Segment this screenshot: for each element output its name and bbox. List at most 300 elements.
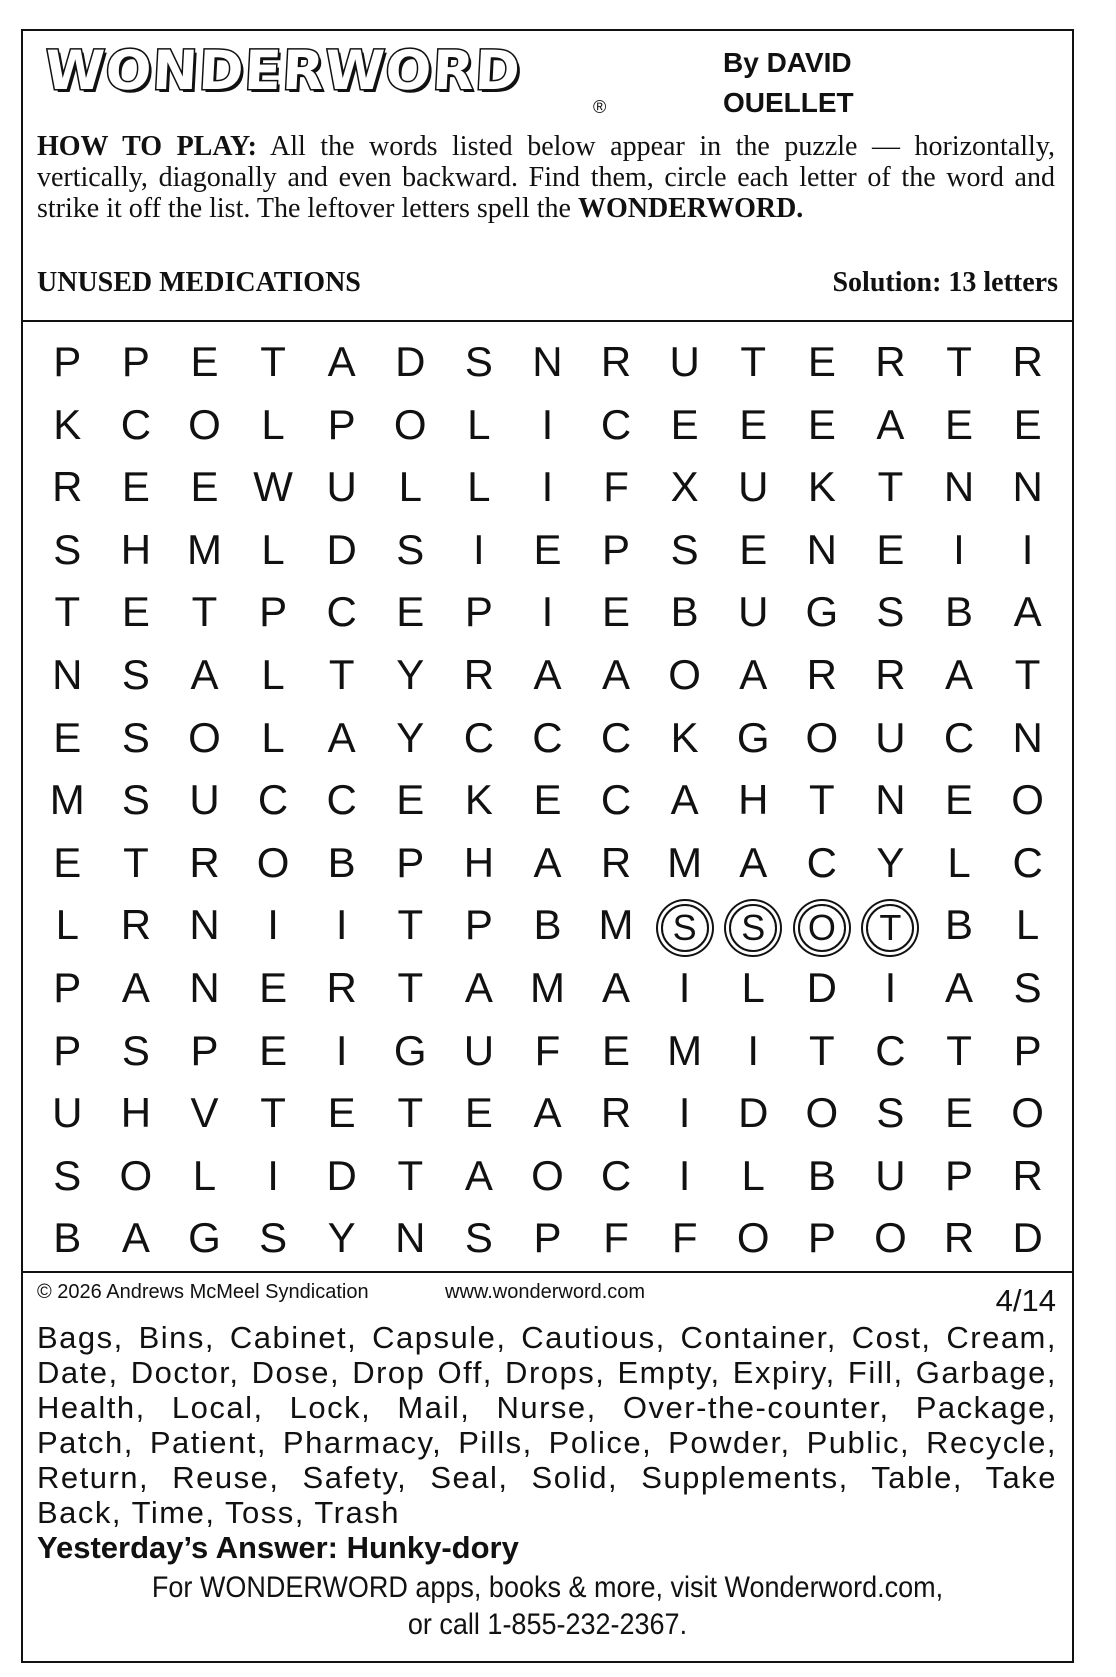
grid-letter: O bbox=[805, 713, 839, 761]
grid-cell[interactable] bbox=[993, 394, 1062, 457]
grid-cell[interactable] bbox=[239, 1207, 308, 1270]
grid-cell[interactable] bbox=[307, 1082, 376, 1145]
grid-cell[interactable] bbox=[719, 581, 788, 644]
grid-cell[interactable] bbox=[650, 832, 719, 895]
grid-cell[interactable] bbox=[788, 1082, 857, 1145]
grid-cell[interactable] bbox=[376, 581, 445, 644]
grid-cell[interactable] bbox=[925, 394, 994, 457]
grid-letter: P bbox=[53, 338, 82, 385]
grid-cell[interactable] bbox=[719, 769, 788, 832]
grid-cell[interactable] bbox=[719, 331, 788, 394]
grid-cell[interactable] bbox=[856, 832, 925, 895]
grid-cell[interactable] bbox=[925, 644, 994, 707]
grid-cell[interactable] bbox=[102, 456, 171, 519]
grid-letter: G bbox=[736, 713, 770, 761]
grid-cell[interactable] bbox=[513, 957, 582, 1020]
grid-cell[interactable] bbox=[239, 519, 308, 582]
grid-cell[interactable] bbox=[307, 456, 376, 519]
grid-cell[interactable] bbox=[33, 1082, 102, 1145]
grid-cell[interactable] bbox=[925, 1207, 994, 1270]
grid-letter: V bbox=[190, 1089, 219, 1137]
grid-cell[interactable] bbox=[33, 957, 102, 1020]
grid-cell[interactable] bbox=[102, 519, 171, 582]
grid-cell[interactable] bbox=[788, 832, 857, 895]
grid-cell[interactable] bbox=[513, 1020, 582, 1083]
grid-letter: L bbox=[1015, 901, 1040, 949]
grid-cell[interactable] bbox=[788, 1020, 857, 1083]
grid-cell[interactable] bbox=[239, 456, 308, 519]
grid-cell[interactable] bbox=[993, 957, 1062, 1020]
grid-cell[interactable] bbox=[582, 769, 651, 832]
grid-letter: O bbox=[798, 904, 846, 952]
grid-cell[interactable] bbox=[788, 644, 857, 707]
grid-cell[interactable] bbox=[445, 957, 514, 1020]
grid-cell[interactable] bbox=[582, 456, 651, 519]
grid-cell[interactable] bbox=[513, 1145, 582, 1208]
grid-cell[interactable] bbox=[445, 707, 514, 770]
grid-letter: S bbox=[53, 1151, 82, 1199]
grid-cell[interactable] bbox=[582, 1207, 651, 1270]
grid-cell[interactable] bbox=[376, 707, 445, 770]
grid-cell[interactable] bbox=[445, 832, 514, 895]
grid-letter: K bbox=[670, 713, 699, 761]
grid-letter: N bbox=[875, 776, 906, 824]
grid-cell[interactable] bbox=[788, 707, 857, 770]
grid-cell[interactable] bbox=[102, 331, 171, 394]
grid-cell[interactable] bbox=[582, 707, 651, 770]
grid-letter: R bbox=[1012, 1151, 1043, 1199]
grid-letter: M bbox=[667, 838, 703, 886]
grid-cell[interactable] bbox=[856, 394, 925, 457]
grid-letter: T bbox=[123, 838, 149, 886]
grid-cell[interactable] bbox=[239, 394, 308, 457]
grid-cell[interactable] bbox=[170, 581, 239, 644]
grid-cell[interactable] bbox=[582, 832, 651, 895]
grid-cell[interactable] bbox=[993, 894, 1062, 957]
grid-cell[interactable] bbox=[993, 519, 1062, 582]
grid-cell[interactable] bbox=[102, 707, 171, 770]
grid-cell[interactable] bbox=[445, 769, 514, 832]
grid-cell[interactable] bbox=[445, 1020, 514, 1083]
grid-cell[interactable] bbox=[239, 1145, 308, 1208]
grid-cell[interactable] bbox=[376, 1020, 445, 1083]
grid-cell[interactable] bbox=[650, 519, 719, 582]
grid-letter: D bbox=[326, 1151, 357, 1199]
grid-letter: C bbox=[532, 713, 563, 761]
grid-cell[interactable] bbox=[993, 581, 1062, 644]
grid-cell[interactable] bbox=[33, 331, 102, 394]
grid-cell[interactable] bbox=[239, 957, 308, 1020]
grid-cell[interactable] bbox=[307, 707, 376, 770]
grid-cell[interactable] bbox=[376, 832, 445, 895]
grid-cell[interactable] bbox=[925, 1145, 994, 1208]
grid-letter: U bbox=[326, 463, 357, 511]
grid-cell[interactable] bbox=[719, 394, 788, 457]
grid-cell[interactable] bbox=[650, 957, 719, 1020]
grid-cell[interactable] bbox=[376, 1145, 445, 1208]
grid-cell[interactable] bbox=[650, 769, 719, 832]
grid-letter: E bbox=[259, 1026, 288, 1074]
grid-cell[interactable] bbox=[33, 1020, 102, 1083]
grid-cell-circled[interactable] bbox=[856, 894, 925, 957]
grid-cell[interactable] bbox=[856, 1020, 925, 1083]
grid-cell[interactable] bbox=[307, 1145, 376, 1208]
grid-cell[interactable] bbox=[445, 894, 514, 957]
grid-cell[interactable] bbox=[376, 957, 445, 1020]
grid-cell[interactable] bbox=[513, 331, 582, 394]
grid-row bbox=[33, 581, 1063, 644]
grid-cell[interactable] bbox=[788, 456, 857, 519]
grid-letter: O bbox=[256, 838, 290, 886]
grid-cell[interactable] bbox=[925, 456, 994, 519]
grid-row bbox=[33, 894, 1063, 957]
grid-cell[interactable] bbox=[993, 1145, 1062, 1208]
grid-cell[interactable] bbox=[925, 1082, 994, 1145]
grid-cell[interactable] bbox=[582, 331, 651, 394]
grid-cell[interactable] bbox=[582, 1145, 651, 1208]
grid-cell[interactable] bbox=[307, 331, 376, 394]
grid-cell[interactable] bbox=[856, 1207, 925, 1270]
grid-cell[interactable] bbox=[925, 707, 994, 770]
grid-letter: E bbox=[533, 525, 562, 573]
solution-length: Solution: 13 letters bbox=[832, 267, 1058, 298]
grid-row bbox=[33, 394, 1063, 457]
grid-letter: B bbox=[327, 838, 356, 886]
grid-cell[interactable] bbox=[170, 957, 239, 1020]
how-to-play-text: All the words listed below appear in the puzzle — horizontally, vertically, diagonally and even backward. Find them, circle each letter of the word and strike it off the list. The leftover letters spell the bbox=[37, 131, 1056, 224]
grid-cell[interactable] bbox=[719, 1207, 788, 1270]
grid-cell[interactable] bbox=[445, 394, 514, 457]
grid-cell[interactable] bbox=[307, 519, 376, 582]
word-list: Bags, Bins, Cabinet, Capsule, Cautious, Container, Cost, Cream, Date, Doctor, Dose, Drop Off, Drops, Empty, Expiry, Fill, Garbage, Health, Local, Lock, Mail, Nurse, Over-the-counter, Package, Patch, Patient, Pharmacy, Pills, Police, Powder, Public, Recycle, Return, Reuse, Safety, Seal, Solid, Supplements, Table, Take Back, Time, Toss, Trash bbox=[37, 1320, 1057, 1530]
grid-cell[interactable] bbox=[170, 1020, 239, 1083]
grid-cell[interactable] bbox=[513, 1082, 582, 1145]
grid-cell[interactable] bbox=[925, 581, 994, 644]
grid-cell[interactable] bbox=[239, 581, 308, 644]
grid-cell[interactable] bbox=[445, 331, 514, 394]
grid-letter: P bbox=[1013, 1026, 1042, 1074]
grid-cell[interactable] bbox=[102, 394, 171, 457]
grid-cell[interactable] bbox=[856, 1145, 925, 1208]
grid-cell[interactable] bbox=[102, 957, 171, 1020]
grid-cell[interactable] bbox=[788, 1207, 857, 1270]
grid-cell[interactable] bbox=[650, 394, 719, 457]
grid-cell[interactable] bbox=[376, 1207, 445, 1270]
grid-cell[interactable] bbox=[239, 1082, 308, 1145]
grid-cell[interactable] bbox=[307, 957, 376, 1020]
grid-cell[interactable] bbox=[33, 581, 102, 644]
grid-cell[interactable] bbox=[33, 394, 102, 457]
grid-letter: T bbox=[397, 1089, 424, 1137]
grid-letter: T bbox=[866, 904, 914, 952]
grid-cell[interactable] bbox=[993, 1207, 1062, 1270]
grid-cell[interactable] bbox=[376, 894, 445, 957]
grid-cell[interactable] bbox=[719, 644, 788, 707]
grid-letter: L bbox=[261, 650, 285, 698]
grid-cell[interactable] bbox=[788, 769, 857, 832]
grid-cell[interactable] bbox=[856, 644, 925, 707]
grid-cell[interactable] bbox=[33, 519, 102, 582]
grid-cell[interactable] bbox=[719, 519, 788, 582]
grid-cell[interactable] bbox=[33, 707, 102, 770]
grid-cell[interactable] bbox=[102, 769, 171, 832]
grid-letter: H bbox=[120, 1089, 152, 1137]
grid-letter: G bbox=[393, 1026, 427, 1074]
grid-letter: T bbox=[1014, 650, 1041, 698]
grid-cell[interactable] bbox=[788, 957, 857, 1020]
grid-cell[interactable] bbox=[445, 1207, 514, 1270]
grid-cell[interactable] bbox=[513, 769, 582, 832]
grid-cell[interactable] bbox=[33, 894, 102, 957]
grid-cell[interactable] bbox=[856, 707, 925, 770]
grid-cell[interactable] bbox=[582, 519, 651, 582]
grid-letter: P bbox=[533, 1214, 562, 1262]
grid-cell[interactable] bbox=[993, 644, 1062, 707]
grid-cell-circled[interactable] bbox=[650, 894, 719, 957]
grid-cell[interactable] bbox=[513, 1207, 582, 1270]
grid-letter: I bbox=[747, 1026, 760, 1074]
grid-cell[interactable] bbox=[239, 769, 308, 832]
grid-cell[interactable] bbox=[239, 894, 308, 957]
grid-letter: L bbox=[467, 400, 491, 448]
grid-cell[interactable] bbox=[445, 1145, 514, 1208]
grid-cell[interactable] bbox=[993, 331, 1062, 394]
grid-letter: E bbox=[945, 776, 974, 824]
grid-letter: N bbox=[189, 901, 220, 949]
puzzle-frame bbox=[21, 29, 1074, 1663]
grid-cell[interactable] bbox=[376, 331, 445, 394]
grid-cell[interactable] bbox=[993, 769, 1062, 832]
grid-cell[interactable] bbox=[376, 519, 445, 582]
grid-letter: H bbox=[463, 838, 495, 886]
grid-letter: L bbox=[261, 713, 285, 761]
grid-cell[interactable] bbox=[513, 707, 582, 770]
grid-letter: P bbox=[945, 1151, 974, 1199]
grid-cell[interactable] bbox=[582, 894, 651, 957]
grid-letter: L bbox=[261, 400, 285, 448]
grid-cell[interactable] bbox=[993, 832, 1062, 895]
grid-letter: W bbox=[253, 463, 293, 511]
grid-letter: R bbox=[52, 463, 83, 511]
grid-cell[interactable] bbox=[170, 769, 239, 832]
grid-cell[interactable] bbox=[170, 394, 239, 457]
grid-cell[interactable] bbox=[582, 394, 651, 457]
grid-cell[interactable] bbox=[925, 1020, 994, 1083]
grid-cell[interactable] bbox=[307, 769, 376, 832]
grid-cell[interactable] bbox=[513, 456, 582, 519]
grid-cell[interactable] bbox=[925, 894, 994, 957]
grid-cell[interactable] bbox=[239, 832, 308, 895]
grid-cell[interactable] bbox=[788, 394, 857, 457]
grid-cell[interactable] bbox=[993, 707, 1062, 770]
grid-cell[interactable] bbox=[239, 331, 308, 394]
grid-cell[interactable] bbox=[170, 1145, 239, 1208]
grid-cell[interactable] bbox=[719, 1082, 788, 1145]
grid-cell[interactable] bbox=[719, 957, 788, 1020]
grid-cell[interactable] bbox=[513, 894, 582, 957]
grid-cell[interactable] bbox=[445, 456, 514, 519]
grid-cell[interactable] bbox=[445, 519, 514, 582]
grid-cell[interactable] bbox=[993, 456, 1062, 519]
grid-cell[interactable] bbox=[102, 894, 171, 957]
grid-cell[interactable] bbox=[239, 644, 308, 707]
grid-cell[interactable] bbox=[445, 581, 514, 644]
grid-cell[interactable] bbox=[307, 581, 376, 644]
grid-letter: E bbox=[670, 400, 699, 448]
grid-cell[interactable] bbox=[445, 644, 514, 707]
grid-letter: E bbox=[945, 400, 974, 448]
grid-cell[interactable] bbox=[856, 581, 925, 644]
grid-cell[interactable] bbox=[719, 707, 788, 770]
grid-cell[interactable] bbox=[239, 707, 308, 770]
grid-cell[interactable] bbox=[650, 1082, 719, 1145]
grid-cell[interactable] bbox=[719, 832, 788, 895]
byline bbox=[723, 43, 923, 123]
grid-cell[interactable] bbox=[239, 1020, 308, 1083]
grid-cell[interactable] bbox=[856, 519, 925, 582]
grid-letter: S bbox=[259, 1214, 288, 1262]
grid-cell[interactable] bbox=[445, 1082, 514, 1145]
grid-letter: A bbox=[602, 650, 631, 698]
grid-cell[interactable] bbox=[33, 769, 102, 832]
grid-letter: K bbox=[53, 400, 82, 448]
grid-letter: N bbox=[52, 650, 83, 698]
grid-cell[interactable] bbox=[376, 1082, 445, 1145]
grid-letter: Y bbox=[876, 838, 905, 886]
grid-cell[interactable] bbox=[513, 581, 582, 644]
grid-letter: E bbox=[121, 463, 150, 511]
grid-cell[interactable] bbox=[650, 1020, 719, 1083]
grid-cell[interactable] bbox=[925, 331, 994, 394]
grid-cell[interactable] bbox=[856, 1082, 925, 1145]
grid-cell[interactable] bbox=[307, 1207, 376, 1270]
grid-cell[interactable] bbox=[925, 769, 994, 832]
grid-letter: P bbox=[807, 1214, 836, 1262]
grid-cell[interactable] bbox=[582, 957, 651, 1020]
grid-cell[interactable] bbox=[376, 394, 445, 457]
grid-cell[interactable] bbox=[856, 769, 925, 832]
grid-cell[interactable] bbox=[307, 832, 376, 895]
grid-cell[interactable] bbox=[33, 644, 102, 707]
grid-cell[interactable] bbox=[102, 581, 171, 644]
grid-cell[interactable] bbox=[650, 331, 719, 394]
grid-cell[interactable] bbox=[513, 644, 582, 707]
grid-cell[interactable] bbox=[650, 644, 719, 707]
grid-letter: O bbox=[393, 400, 427, 448]
grid-cell-circled[interactable] bbox=[719, 894, 788, 957]
grid-cell[interactable] bbox=[102, 644, 171, 707]
grid-cell[interactable] bbox=[170, 519, 239, 582]
grid-letter: C bbox=[257, 776, 289, 824]
grid-cell[interactable] bbox=[650, 1145, 719, 1208]
grid-letter: P bbox=[327, 400, 356, 448]
grid-cell[interactable] bbox=[33, 1145, 102, 1208]
grid-cell[interactable] bbox=[993, 1020, 1062, 1083]
grid-cell[interactable] bbox=[582, 644, 651, 707]
grid-cell[interactable] bbox=[788, 581, 857, 644]
grid-cell[interactable] bbox=[102, 1020, 171, 1083]
grid-cell[interactable] bbox=[719, 456, 788, 519]
grid-cell[interactable] bbox=[102, 832, 171, 895]
grid-cell[interactable] bbox=[582, 1082, 651, 1145]
grid-cell[interactable] bbox=[376, 644, 445, 707]
grid-letter: L bbox=[55, 901, 79, 949]
grid-letter: S bbox=[876, 1089, 905, 1137]
grid-cell[interactable] bbox=[102, 1145, 171, 1208]
grid-letter: D bbox=[395, 338, 426, 385]
grid-cell[interactable] bbox=[993, 1082, 1062, 1145]
grid-cell[interactable] bbox=[513, 832, 582, 895]
grid-letter: L bbox=[398, 463, 422, 511]
grid-cell[interactable] bbox=[856, 456, 925, 519]
grid-cell[interactable] bbox=[170, 644, 239, 707]
grid-cell[interactable] bbox=[170, 1082, 239, 1145]
grid-letter: I bbox=[335, 1026, 348, 1074]
grid-letter: O bbox=[119, 1151, 153, 1199]
grid-letter: P bbox=[121, 338, 150, 385]
grid-cell[interactable] bbox=[650, 456, 719, 519]
grid-cell[interactable] bbox=[33, 832, 102, 895]
grid-letter: C bbox=[1012, 838, 1043, 886]
grid-cell[interactable] bbox=[33, 456, 102, 519]
grid-cell[interactable] bbox=[307, 644, 376, 707]
grid-cell[interactable] bbox=[376, 456, 445, 519]
grid-cell[interactable] bbox=[650, 707, 719, 770]
grid-letter: C bbox=[943, 713, 975, 761]
grid-cell[interactable] bbox=[170, 707, 239, 770]
grid-cell[interactable] bbox=[650, 581, 719, 644]
grid-cell-circled[interactable] bbox=[788, 894, 857, 957]
grid-letter: L bbox=[467, 463, 491, 511]
grid-cell[interactable] bbox=[33, 1207, 102, 1270]
grid-letter: P bbox=[602, 525, 631, 573]
grid-cell[interactable] bbox=[788, 1145, 857, 1208]
grid-cell[interactable] bbox=[650, 1207, 719, 1270]
grid-cell[interactable] bbox=[376, 769, 445, 832]
grid-cell[interactable] bbox=[788, 519, 857, 582]
grid-cell[interactable] bbox=[307, 1020, 376, 1083]
grid-cell[interactable] bbox=[925, 519, 994, 582]
grid-cell[interactable] bbox=[925, 832, 994, 895]
grid-cell[interactable] bbox=[719, 1020, 788, 1083]
grid-cell[interactable] bbox=[582, 581, 651, 644]
grid-cell[interactable] bbox=[513, 394, 582, 457]
grid-cell[interactable] bbox=[170, 1207, 239, 1270]
grid-cell[interactable] bbox=[170, 456, 239, 519]
grid-cell[interactable] bbox=[788, 331, 857, 394]
grid-cell[interactable] bbox=[307, 394, 376, 457]
grid-cell[interactable] bbox=[513, 519, 582, 582]
grid-letter: E bbox=[807, 400, 836, 448]
grid-letter: C bbox=[600, 776, 632, 824]
grid-cell[interactable] bbox=[582, 1020, 651, 1083]
grid-cell[interactable] bbox=[925, 957, 994, 1020]
grid-letter: I bbox=[267, 1151, 279, 1199]
grid-cell[interactable] bbox=[102, 1207, 171, 1270]
grid-letter: K bbox=[464, 776, 493, 824]
grid-cell[interactable] bbox=[170, 894, 239, 957]
grid-cell[interactable] bbox=[856, 957, 925, 1020]
grid-letter: C bbox=[600, 713, 632, 761]
grid-cell[interactable] bbox=[170, 832, 239, 895]
grid-cell[interactable] bbox=[170, 331, 239, 394]
grid-cell[interactable] bbox=[856, 331, 925, 394]
grid-cell[interactable] bbox=[307, 894, 376, 957]
grid-letter: H bbox=[120, 525, 152, 573]
grid-cell[interactable] bbox=[719, 1145, 788, 1208]
grid-row bbox=[33, 832, 1063, 895]
grid-cell[interactable] bbox=[102, 1082, 171, 1145]
